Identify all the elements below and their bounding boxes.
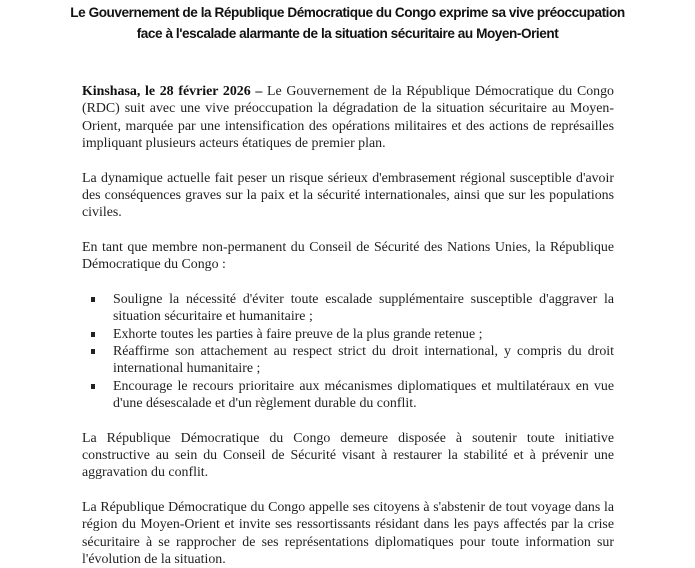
intro-text: Le Gouvernement de la République Démocratique du Congo (RDC) suit avec une vive préoccupation la dégradation de la situation sécuritaire au Moyen-Orient, marquée par une intensification des opérations militaires et des actions de représailles impliquant plusieurs acteurs étatiques de premier plan.	[82, 84, 614, 151]
square-bullet-icon	[91, 384, 95, 389]
square-bullet-icon	[91, 349, 95, 354]
document-body	[82, 83, 614, 568]
council-intro-paragraph: En tant que membre non-permanent du Conseil de Sécurité des Nations Unies, la République Démocratique du Congo :	[82, 240, 614, 273]
bullet-item	[82, 343, 614, 378]
document-title: Le Gouvernement de la République Démocratique du Congo exprime sa vive préoccupation face à l'escalade alarmante de la situation sécuritaire au Moyen-Orient	[70, 5, 625, 41]
bullet-text: Encourage le recours prioritaire aux mécanismes diplomatiques et multilatéraux en vue d'une désescalade et d'un règlement durable du conflit.	[113, 378, 614, 411]
bullet-text: Souligne la nécessité d'éviter toute escalade supplémentaire susceptible d'aggraver la situation sécuritaire et humanitaire ;	[113, 292, 614, 325]
bullet-text: Exhorte toutes les parties à faire preuve de la plus grande retenue ;	[113, 326, 483, 342]
intro-paragraph	[82, 83, 614, 152]
risk-paragraph: La dynamique actuelle fait peser un risque sérieux d'embrasement régional susceptible d'avoir des conséquences graves sur la paix et la sécurité internationales, ainsi que sur les populations civiles.	[82, 170, 614, 221]
bullet-item	[82, 326, 614, 343]
bullet-list	[82, 291, 614, 412]
square-bullet-icon	[91, 297, 95, 302]
bullet-text: Réaffirme son attachement au respect strict du droit international, y compris du droit international humanitaire ;	[113, 344, 614, 377]
square-bullet-icon	[91, 332, 95, 337]
bullet-item	[82, 378, 614, 413]
advisory-paragraph: La République Démocratique du Congo appelle ses citoyens à s'abstenir de tout voyage dans la région du Moyen-Orient et invite ses ressortissants résidant dans les pays affectés par la crise sécuritaire à se rapprocher de ses représentations diplomatiques pour toute information sur l'évolution de la situation.	[82, 500, 614, 568]
bullet-item	[82, 291, 614, 326]
support-paragraph: La République Démocratique du Congo demeure disposée à soutenir toute initiative constructive au sein du Conseil de Sécurité visant à restaurer la stabilité et à prévenir une aggravation du conflit.	[82, 430, 614, 481]
dateline: Kinshasa, le 28 février 2026 –	[82, 84, 263, 99]
